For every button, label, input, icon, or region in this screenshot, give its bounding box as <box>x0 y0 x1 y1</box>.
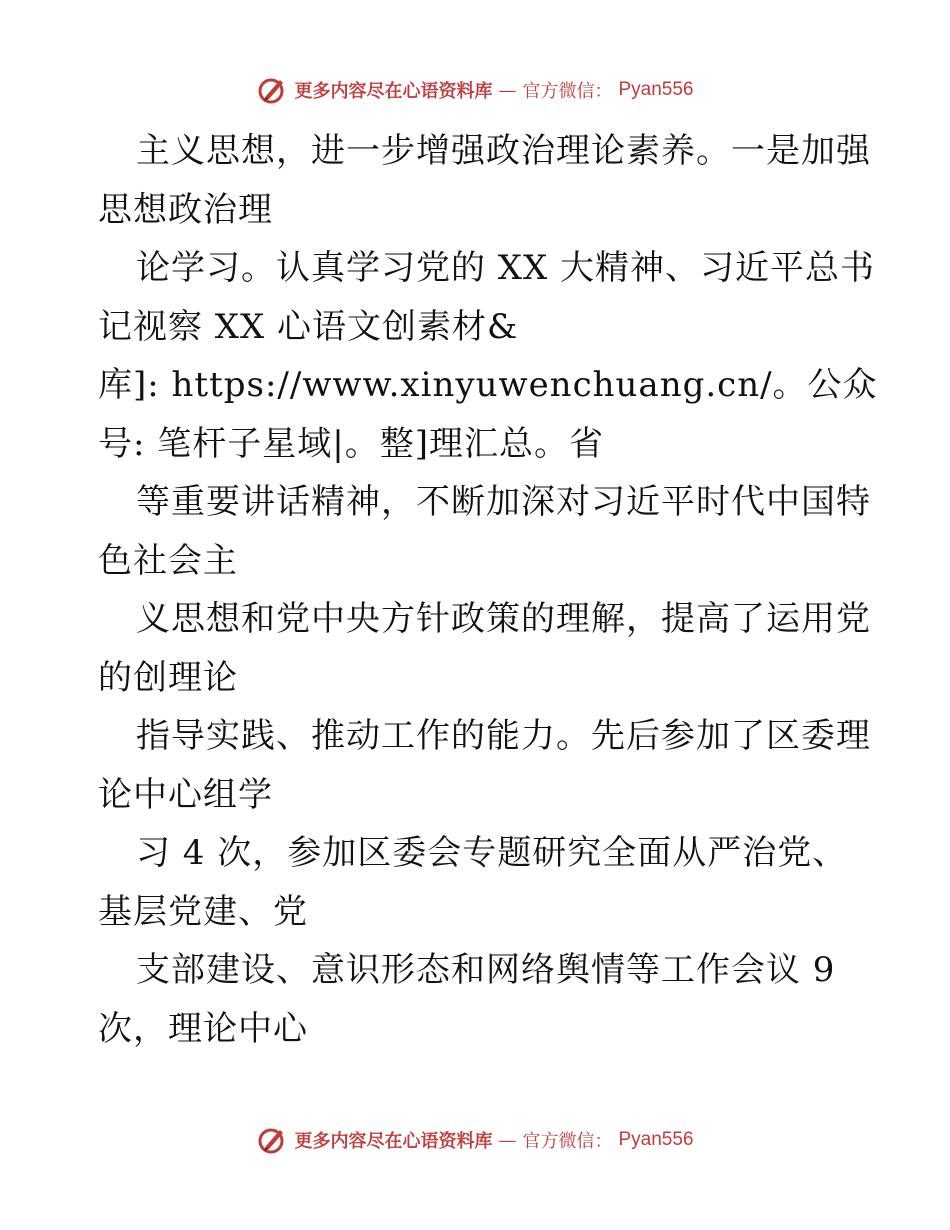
body-line: 习 4 次，参加区委会专题研究全面从严治党、 <box>136 833 848 873</box>
body-line: 库]: https://www.xinyuwenchuang.cn/。公众 <box>98 365 878 405</box>
footer-dash: — <box>498 1129 517 1151</box>
header-wechat-id: Pyan556 <box>618 79 694 100</box>
footer-wechat-id: Pyan556 <box>618 1129 694 1150</box>
header-dash: — <box>498 79 517 101</box>
pen-logo-icon <box>256 74 288 106</box>
body-line: 义思想和党中央方针政策的理解，提高了运用党 <box>136 599 871 639</box>
pen-logo-icon <box>256 1124 288 1156</box>
footer-banner <box>0 1120 950 1160</box>
footer-wechat-label: 官方微信： <box>522 1131 613 1152</box>
body-line: 论中心组学 <box>98 774 273 815</box>
body-line: 指导实践、推动工作的能力。先后参加了区委理 <box>136 716 871 756</box>
body-line: 主义思想，进一步增强政治理论素养。一是加强 <box>136 131 871 171</box>
body-line: 记视察 XX 心语文创素材& <box>98 306 519 347</box>
header-wechat-label: 官方微信： <box>522 81 613 102</box>
body-line: 论学习。认真学习党的 XX 大精神、习近平总书 <box>136 248 876 288</box>
body-line: 次，理论中心 <box>98 1008 308 1049</box>
body-line: 基层党建、党 <box>98 891 308 932</box>
body-line: 支部建设、意识形态和网络舆情等工作会议 9 <box>136 950 836 990</box>
header-brand-text: 更多内容尽在心语资料库 <box>294 81 493 102</box>
body-line: 色社会主 <box>98 540 238 581</box>
body-line: 思想政治理 <box>98 189 273 230</box>
body-line: 号: 笔杆子星域|。整]理汇总。省 <box>98 423 604 464</box>
header-banner <box>0 70 950 110</box>
document-body <box>98 122 878 1058</box>
body-line: 的创理论 <box>98 657 238 698</box>
footer-brand-text: 更多内容尽在心语资料库 <box>294 1131 493 1152</box>
body-line: 等重要讲话精神，不断加深对习近平时代中国特 <box>136 482 871 522</box>
